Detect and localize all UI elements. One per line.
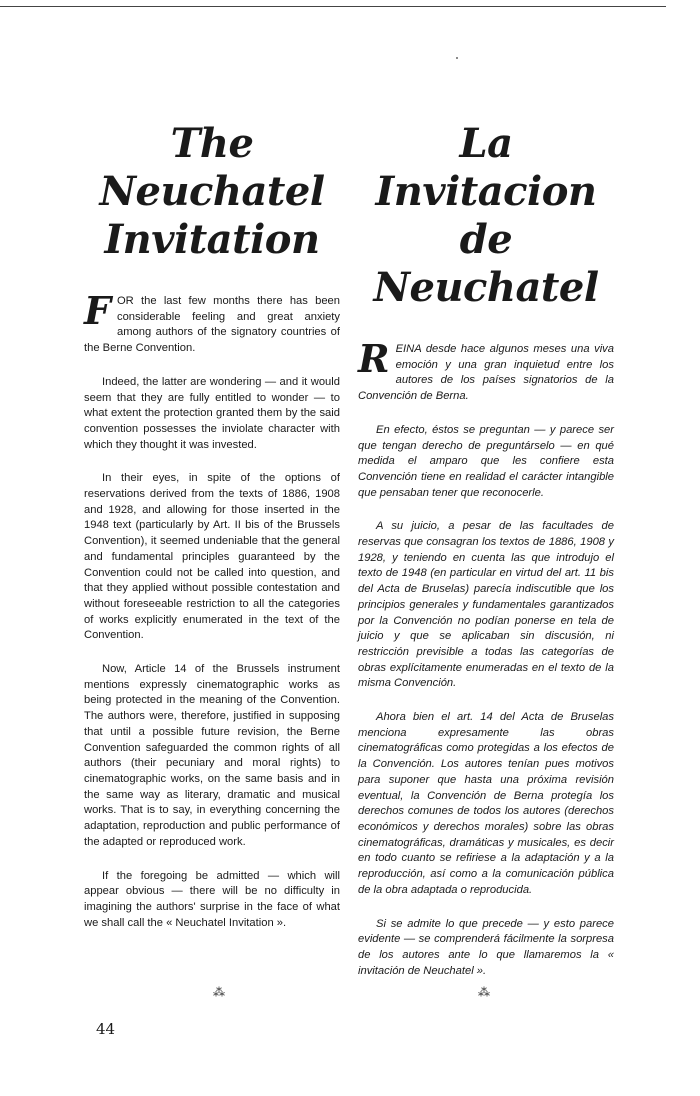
english-paragraph-3: In their eyes, in spite of the options of reservations derived from the texts of 1886, 1908 and 1928, and allowing for those inserted in the 1948 text (particularly by Art. II bis of the Brussels Convention), it seemed undeniable that the general and fundamental principles guaranteed by the Convention could not be called into question, and that they applied without possible contestation and without foreseeable restriction to all the categories of works explicitly enumerated in the text of the Convention. xyxy=(84,472,340,642)
spanish-column xyxy=(358,120,614,979)
spanish-paragraph-1: REINA desde hace algunos meses una viva emoción y una gran inquietud entre los autores de los países signatorios de la Convención de Berna. xyxy=(358,336,614,403)
page-number: 44 xyxy=(96,1020,116,1038)
english-column xyxy=(84,120,340,931)
spanish-paragraph-3: A su juicio, a pesar de las facultades de reservas que consagran los textos de 1886, 1908 y 1928, y teniendo en cuenta las que introdujo el texto de 1948 (en particular en virtud del art. 11 bis del Acta de Bruselas) parecía indiscutible que los principios generales y fundamentales garantizados por la Convención no podían ponerse en tela de juicio y que se aplicaban sin discusión, ni restricción previsible a todas las categorías de obras explícitamente enumeradas en el texto de la misma Convención. xyxy=(358,520,614,690)
spanish-paragraph-2: En efecto, éstos se preguntan — y parece ser que tengan derecho de preguntárselo — en qué medida el amparo que les confiere esta Convención tiene en realidad el carácter intangible que pensaban tener que reconocerle. xyxy=(358,423,614,499)
spanish-paragraph-5: Si se admite lo que precede — y esto parece evidente — se comprenderá fácilmente la sorpresa de los autores ante lo que llamaremos la « invitación de Neuchatel ». xyxy=(358,917,614,977)
print-speck xyxy=(456,57,458,59)
spanish-paragraph-4: Ahora bien el art. 14 del Acta de Bruselas menciona expresamente las obras cinematográficas como protegidas a los efectos de la Convención. Los autores tenían pues motivos para suponer que hasta una próxima revisión eventual, la Convención de Berna protegía los derechos comunes de todos los autores (derechos económicos y derechos morales) sobre las obras cinematográficas, dramáticas y musicales, es decir en todo cuanto se refiriese a la adaptación y a la reproducción, así como a la comunicación pública de la obra adaptada o reproducida. xyxy=(358,711,614,896)
english-paragraph-1: FOR the last few months there has been considerable feeling and great anxiety among authors of the signatory countries of the Berne Convention. xyxy=(84,288,340,355)
top-rule xyxy=(0,6,666,7)
english-title-line1: The Neuchatel xyxy=(99,120,325,215)
spanish-title-line1: La Invitacion xyxy=(375,120,597,215)
english-title xyxy=(84,120,340,264)
spanish-title xyxy=(358,120,614,312)
english-paragraph-4: Now, Article 14 of the Brussels instrument mentions expressly cinematographic works as being protected in the meaning of the Convention. The authors were, therefore, justified in supposing that until a possible future revision, the Berne Convention safeguarded the common rights of all authors (their pecuniary and moral rights) to cinematographic works, on the same basis and in the same way as literary, dramatic and musical works. That is to say, in everything concerning the adaptation, reproduction and public performance of the adapted or reproduced work. xyxy=(84,663,340,848)
spanish-title-line2: de Neuchatel xyxy=(373,216,599,311)
ornament-right: ⁂ xyxy=(478,985,490,999)
english-title-line2: Invitation xyxy=(104,216,320,263)
english-paragraph-5: If the foregoing be admitted — which will appear obvious — there will be no difficulty in imagining the authors' surprise in the face of what we shall call the « Neuchatel Invitation ». xyxy=(84,869,340,929)
spanish-dropcap: R xyxy=(358,336,390,381)
ornament-left: ⁂ xyxy=(213,985,225,999)
english-paragraph-2: Indeed, the latter are wondering — and it would seem that they are fully entitled to wonder — to what extent the protection granted them by the said convention possesses the inviolate character with which they thought it was invested. xyxy=(84,375,340,451)
english-dropcap: F xyxy=(84,288,111,333)
